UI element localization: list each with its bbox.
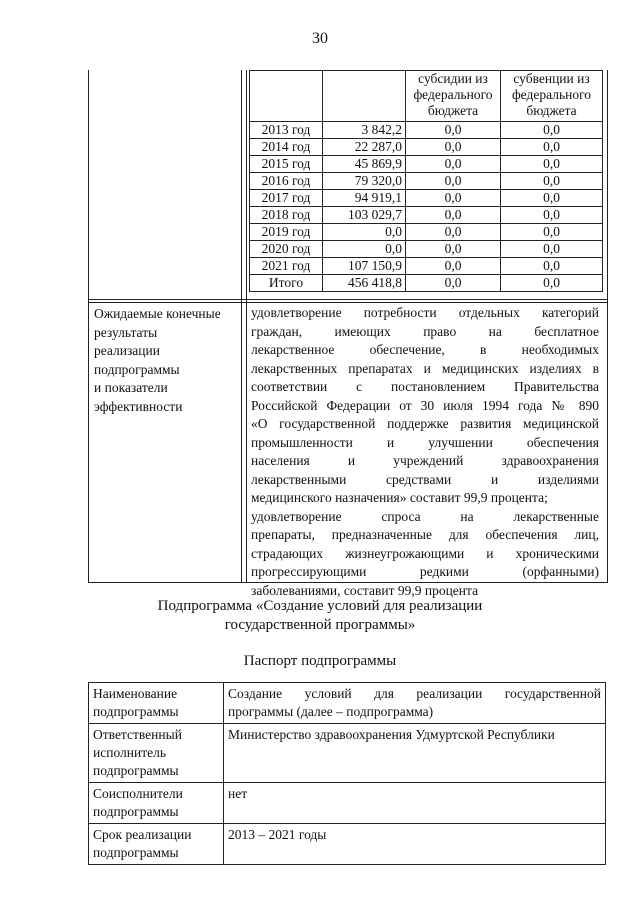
passport-row-responsible	[89, 724, 606, 783]
year-cell: 2021 год	[250, 258, 323, 275]
subsidies-cell: 0,0	[406, 258, 501, 275]
budget-section	[88, 70, 608, 598]
subventions-cell: 0,0	[501, 207, 603, 224]
passport-value: Создание условий для реализации государственной программы (далее – подпрограмма)	[224, 683, 606, 724]
subventions-cell: 0,0	[501, 241, 603, 258]
passport-row-timeframe	[89, 824, 606, 865]
subventions-cell: 0,0	[501, 173, 603, 190]
total-cell: 3 842,2	[323, 122, 406, 139]
total-cell: 103 029,7	[323, 207, 406, 224]
subsidies-cell: 0,0	[406, 241, 501, 258]
passport-label: Срок реализации подпрограммы	[89, 824, 224, 865]
year-cell: 2018 год	[250, 207, 323, 224]
passport-row-name	[89, 683, 606, 724]
subventions-cell: 0,0	[501, 258, 603, 275]
table-row	[250, 207, 603, 224]
row-divider	[89, 299, 607, 300]
subventions-cell: 0,0	[501, 190, 603, 207]
subventions-cell: 0,0	[501, 139, 603, 156]
table-row-total	[250, 275, 603, 292]
total-cell: 94 919,1	[323, 190, 406, 207]
total-cell: 0,0	[323, 241, 406, 258]
subventions-cell: 0,0	[501, 156, 603, 173]
total-cell: 456 418,8	[323, 275, 406, 292]
table-row	[250, 258, 603, 275]
subventions-cell: 0,0	[501, 275, 603, 292]
table-row	[250, 139, 603, 156]
subsidies-cell: 0,0	[406, 122, 501, 139]
header-year	[250, 71, 323, 122]
page-number: 30	[312, 30, 328, 47]
year-cell: 2019 год	[250, 224, 323, 241]
subprogram-title-line2: государственной программы»	[224, 617, 416, 633]
year-cell: 2017 год	[250, 190, 323, 207]
expected-results-text: удовлетворение потребности отдельных категорий граждан, имеющих право на бесплатное лекарственное обеспечение, в необходимых лекарственных препаратах и медицинских изделиях в соответствии с постановлением Правительства Российской Федерации от 30 июля 1994 года № 890 «О государственной поддержке развития медицинской промышленности и улучшении обеспечения населения и учреждений здравоохранения лекарственными средствами и изделиями медицинского назначения» составит 99,9 процента; удовлетворение спроса на лекарственные препараты, предназначенные для обеспечения лиц, страдающих жизнеугрожающими и хроническими прогрессирующими редкими (орфанными) заболеваниями, составит 99,9 процента	[251, 305, 599, 598]
table-row	[250, 241, 603, 258]
total-cell: 22 287,0	[323, 139, 406, 156]
total-cell: 0,0	[323, 224, 406, 241]
header-subsidies: субсидии из федерального бюджета	[406, 71, 501, 122]
table-row	[250, 122, 603, 139]
subsidies-cell: 0,0	[406, 173, 501, 190]
column-divider	[246, 70, 247, 582]
total-cell: 107 150,9	[323, 258, 406, 275]
subventions-cell: 0,0	[501, 224, 603, 241]
year-cell: 2015 год	[250, 156, 323, 173]
subsidies-cell: 0,0	[406, 224, 501, 241]
passport-table	[88, 682, 606, 865]
header-total	[323, 71, 406, 122]
passport-row-co-executors	[89, 783, 606, 824]
table-row	[250, 173, 603, 190]
year-cell: 2014 год	[250, 139, 323, 156]
finance-header-row	[250, 71, 603, 122]
expected-results-label: Ожидаемые конечные результаты реализации подпрограммы и показатели эффективности	[94, 306, 221, 414]
total-cell: 79 320,0	[323, 173, 406, 190]
passport-value: нет	[224, 783, 606, 824]
year-cell: 2013 год	[250, 122, 323, 139]
passport-label: Наименование подпрограммы	[89, 683, 224, 724]
subsidies-cell: 0,0	[406, 190, 501, 207]
subsidies-cell: 0,0	[406, 275, 501, 292]
column-divider	[241, 70, 242, 582]
passport-value: 2013 – 2021 годы	[224, 824, 606, 865]
passport-label: Ответственный исполнитель подпрограммы	[89, 724, 224, 783]
year-cell: 2020 год	[250, 241, 323, 258]
passport-label: Соисполнители подпрограммы	[89, 783, 224, 824]
year-cell: Итого	[250, 275, 323, 292]
year-cell: 2016 год	[250, 173, 323, 190]
subsidies-cell: 0,0	[406, 139, 501, 156]
total-cell: 45 869,9	[323, 156, 406, 173]
table-row	[250, 190, 603, 207]
subventions-cell: 0,0	[501, 122, 603, 139]
row-divider	[89, 302, 607, 303]
subprogram-title-line1: Подпрограмма «Создание условий для реализации	[157, 598, 483, 614]
subsidies-cell: 0,0	[406, 207, 501, 224]
subsidies-cell: 0,0	[406, 156, 501, 173]
passport-title: Паспорт подпрограммы	[243, 653, 397, 669]
table-row	[250, 156, 603, 173]
passport-value: Министерство здравоохранения Удмуртской Республики	[224, 724, 606, 783]
header-subventions: субвенции из федерального бюджета	[501, 71, 603, 122]
table-row	[250, 224, 603, 241]
finance-table	[249, 70, 603, 292]
